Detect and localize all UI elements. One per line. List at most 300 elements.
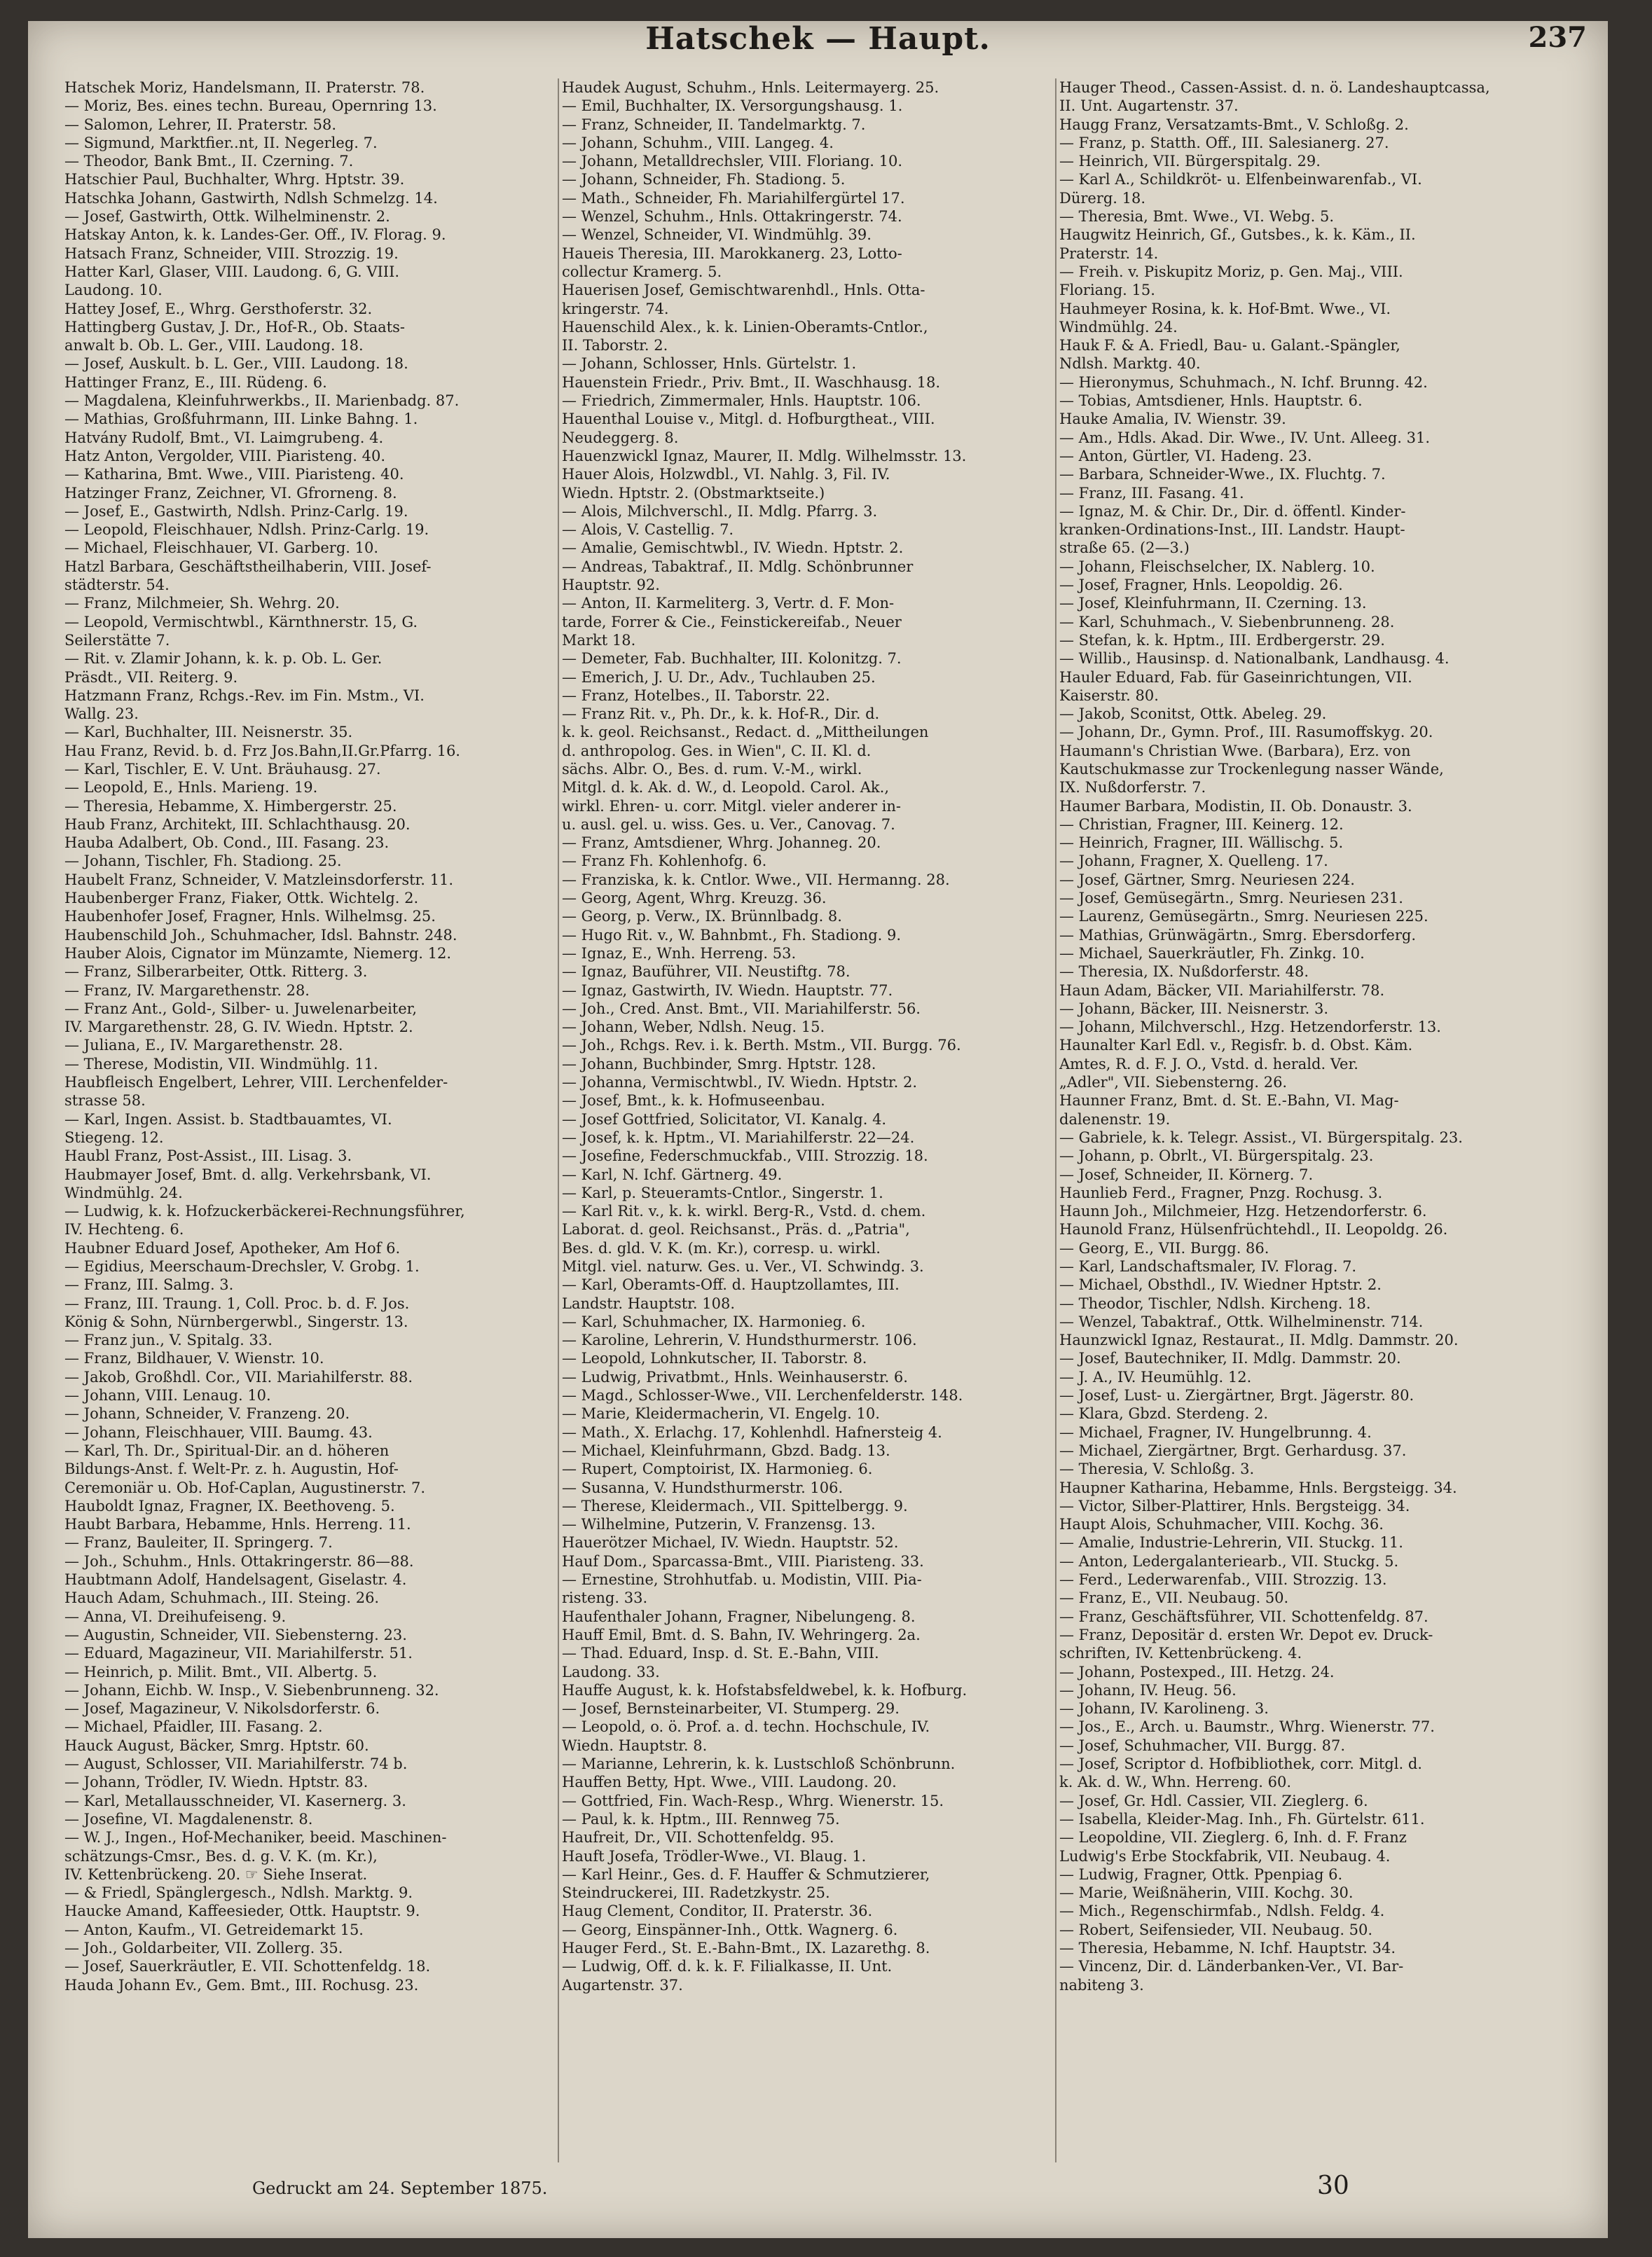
directory-entry-line: — Victor, Silber-Plattirer, Hnls. Bergsteigg. 34. bbox=[1059, 1497, 1410, 1514]
directory-entry-line: — Jakob, Sconitst, Ottk. Abeleg. 29. bbox=[1059, 705, 1327, 723]
directory-entry-line: — Josef, Fragner, Hnls. Leopoldig. 26. bbox=[1059, 577, 1343, 594]
directory-entry-line: — Josef, E., Gastwirth, Ndlsh. Prinz-Carlg. 19. bbox=[64, 502, 408, 520]
directory-entry-line: Haugwitz Heinrich, Gf., Gutsbes., k. k. Käm., II. bbox=[1059, 226, 1416, 244]
directory-entry-line: — Franziska, k. k. Cntlor. Wwe., VII. Hermanng. 28. bbox=[562, 871, 950, 888]
directory-entry-line: Hauba Adalbert, Ob. Cond., III. Fasang. 23. bbox=[64, 834, 390, 852]
directory-entry-line: strasse 58. bbox=[64, 1092, 146, 1110]
directory-entry-line: — Wilhelmine, Putzerin, V. Franzensg. 13. bbox=[562, 1516, 876, 1533]
directory-entry-line: — Anton, Kaufm., VI. Getreidemarkt 15. bbox=[64, 1921, 364, 1938]
directory-entry-line: — Johann, Fragner, X. Quelleng. 17. bbox=[1059, 853, 1328, 870]
directory-entry-line: Ludwig's Erbe Stockfabrik, VII. Neubaug. 4. bbox=[1059, 1847, 1391, 1865]
directory-entry-line: Haufenthaler Johann, Fragner, Nibelungeng. 8. bbox=[562, 1608, 916, 1625]
directory-entry-line: Hauck August, Bäcker, Smrg. Hptstr. 60. bbox=[64, 1737, 369, 1754]
directory-entry-line: Ceremoniär u. Ob. Hof-Caplan, Augustinerstr. 7. bbox=[64, 1479, 426, 1496]
directory-entry-line: — Emil, Buchhalter, IX. Versorgungshausg. 1. bbox=[562, 97, 903, 115]
directory-entry-line: — Marie, Weißnäherin, VIII. Kochg. 30. bbox=[1059, 1884, 1354, 1902]
directory-entry-line: — Ignaz, M. & Chir. Dr., Dir. d. öffentl. Kinder- bbox=[1059, 502, 1406, 520]
directory-entry-line: — Gottfried, Fin. Wach-Resp., Whrg. Wienerstr. 15. bbox=[562, 1792, 944, 1809]
directory-entry-line: Haunzwickl Ignaz, Restaurat., II. Mdlg. Dammstr. 20. bbox=[1059, 1332, 1459, 1349]
directory-entry-line: — Josef, Sauerkräutler, E. VII. Schottenfeldg. 18. bbox=[64, 1958, 431, 1975]
directory-entry-line: — Johann, Buchbinder, Smrg. Hptstr. 128. bbox=[562, 1055, 876, 1072]
directory-entry-line: — Franz, Milchmeier, Sh. Wehrg. 20. bbox=[64, 595, 340, 612]
directory-entry-line: — Franz, Schneider, II. Tandelmarktg. 7. bbox=[562, 116, 866, 133]
entry-columns bbox=[62, 78, 1554, 2162]
directory-entry-line: Haubner Eduard Josef, Apotheker, Am Hof 6. bbox=[64, 1239, 401, 1257]
directory-entry-line: — Georg, p. Verw., IX. Brünnlbadg. 8. bbox=[562, 908, 842, 925]
directory-entry-line: Präsdt., VII. Reiterg. 9. bbox=[64, 668, 238, 686]
directory-entry-line: dalenenstr. 19. bbox=[1059, 1110, 1171, 1128]
directory-entry-line: — Josef, Lust- u. Ziergärtner, Brgt. Jägerstr. 80. bbox=[1059, 1387, 1414, 1404]
directory-entry-line: — Michael, Obsthdl., IV. Wiedner Hptstr. 2. bbox=[1059, 1276, 1382, 1294]
directory-entry-line: Haucke Amand, Kaffeesieder, Ottk. Hauptstr. 9. bbox=[64, 1903, 420, 1920]
directory-entry-line: — Karl, Th. Dr., Spiritual-Dir. an d. höheren bbox=[64, 1442, 390, 1459]
directory-entry-line: Hatschier Paul, Buchhalter, Whrg. Hptstr. 39. bbox=[64, 171, 405, 188]
directory-entry-line: Haubenhofer Josef, Fragner, Hnls. Wilhelmsg. 25. bbox=[64, 908, 436, 925]
directory-entry-line: — Franz, III. Traung. 1, Coll. Proc. b. d. F. Jos. bbox=[64, 1295, 410, 1312]
directory-entry-line: — Am., Hdls. Akad. Dir. Wwe., IV. Unt. Alleeg. 31. bbox=[1059, 429, 1431, 446]
directory-entry-line: Hauhmeyer Rosina, k. k. Hof-Bmt. Wwe., VI. bbox=[1059, 300, 1391, 317]
directory-entry-line: — Magd., Schlosser-Wwe., VII. Lerchenfelderstr. 148. bbox=[562, 1387, 963, 1404]
directory-entry-line: — Mich., Regenschirmfab., Ndlsh. Feldg. 4. bbox=[1059, 1903, 1385, 1920]
directory-entry-line: — & Friedl, Spänglergesch., Ndlsh. Marktg. 9. bbox=[64, 1884, 413, 1902]
directory-entry-line: — Josef, Gr. Hdl. Cassier, VII. Zieglerg. 6. bbox=[1059, 1792, 1368, 1809]
directory-entry-line: — Franz, p. Statth. Off., III. Salesianerg. 27. bbox=[1059, 134, 1389, 151]
directory-entry-line: — Leopold, Vermischtwbl., Kärnthnerstr. 15, G. bbox=[64, 613, 418, 630]
directory-entry-line: Hatschka Johann, Gastwirth, Ndlsh Schmelzg. 14. bbox=[64, 189, 438, 207]
directory-entry-line: — Hieronymus, Schuhmach., N. Ichf. Brunng. 42. bbox=[1059, 373, 1428, 391]
directory-entry-line: — Wenzel, Tabaktraf., Ottk. Wilhelminenstr. 714. bbox=[1059, 1313, 1424, 1330]
directory-entry-line: — Karl, Oberamts-Off. d. Hauptzollamtes, III. bbox=[562, 1276, 900, 1294]
directory-entry-line: — Theresia, IX. Nußdorferstr. 48. bbox=[1059, 963, 1309, 981]
directory-entry-line: — Franz, Silberarbeiter, Ottk. Ritterg. 3. bbox=[64, 963, 368, 981]
directory-entry-line: Haubenschild Joh., Schuhmacher, Idsl. Bahnstr. 248. bbox=[64, 926, 457, 944]
directory-entry-line: — Thad. Eduard, Insp. d. St. E.-Bahn, VIII. bbox=[562, 1645, 879, 1662]
directory-entry-line: — Marianne, Lehrerin, k. k. Lustschloß Schönbrunn. bbox=[562, 1755, 956, 1773]
directory-entry-line: Haumer Barbara, Modistin, II. Ob. Donaustr. 3. bbox=[1059, 797, 1412, 815]
directory-entry-line: Haubtmann Adolf, Handelsagent, Giselastr. 4. bbox=[64, 1571, 407, 1589]
directory-entry-line: — Johann, VIII. Lenaug. 10. bbox=[64, 1387, 271, 1404]
directory-entry-line: — Franz, Bauleiter, II. Springerg. 7. bbox=[64, 1534, 333, 1552]
directory-entry-line: anwalt b. Ob. L. Ger., VIII. Laudong. 18. bbox=[64, 337, 364, 354]
directory-entry-line: Windmühlg. 24. bbox=[64, 1184, 183, 1201]
directory-entry-line: — Josef, Gastwirth, Ottk. Wilhelminenstr. 2. bbox=[64, 208, 390, 226]
directory-entry-line: — Rit. v. Zlamir Johann, k. k. p. Ob. L. Ger. bbox=[64, 650, 383, 668]
directory-entry-line: Hauer Alois, Holzwdbl., VI. Nahlg. 3, Fil. IV. bbox=[562, 466, 890, 483]
directory-entry-line: Hauler Eduard, Fab. für Gaseinrichtungen, VII. bbox=[1059, 668, 1412, 686]
directory-entry-line: — Alois, Milchverschl., II. Mdlg. Pfarrg. 3. bbox=[562, 502, 878, 520]
directory-entry-line: Hatsach Franz, Schneider, VIII. Strozzig. 19. bbox=[64, 244, 399, 262]
directory-entry-line: — J. A., IV. Heumühlg. 12. bbox=[1059, 1368, 1252, 1386]
directory-entry-line: — Joh., Schuhm., Hnls. Ottakringerstr. 86—88. bbox=[64, 1552, 414, 1570]
directory-entry-line: — Friedrich, Zimmermaler, Hnls. Hauptstr. 106. bbox=[562, 392, 921, 410]
directory-entry-line: Hatter Karl, Glaser, VIII. Laudong. 6, G. VIII. bbox=[64, 263, 400, 280]
directory-entry-line: sächs. Albr. O., Bes. d. rum. V.-M., wirkl. bbox=[562, 760, 862, 778]
directory-entry-line: — Johann, Fleischhauer, VIII. Baumg. 43. bbox=[64, 1423, 373, 1441]
directory-entry-line: — Eduard, Magazineur, VII. Mariahilferstr. 51. bbox=[64, 1645, 413, 1662]
directory-entry-line: Hauerisen Josef, Gemischtwarenhdl., Hnls. Otta- bbox=[562, 282, 925, 299]
directory-entry-line: — Jakob, Großhdl. Cor., VII. Mariahilferstr. 88. bbox=[64, 1368, 413, 1386]
directory-entry-line: — Johann, Tischler, Fh. Stadiong. 25. bbox=[64, 853, 342, 870]
directory-entry-line: — Franz jun., V. Spitalg. 33. bbox=[64, 1332, 273, 1349]
directory-entry-line: kringerstr. 74. bbox=[562, 300, 669, 317]
directory-entry-line: Haubenberger Franz, Fiaker, Ottk. Wichtelg. 2. bbox=[64, 890, 419, 907]
directory-entry-line: — Heinrich, VII. Bürgerspitalg. 29. bbox=[1059, 153, 1321, 170]
directory-entry-line: — Ernestine, Strohhutfab. u. Modistin, VIII. Pia- bbox=[562, 1571, 922, 1589]
directory-entry-line: — Karl, Buchhalter, III. Neisnerstr. 35. bbox=[64, 724, 353, 741]
directory-entry-line: — Karl, Tischler, E. V. Unt. Bräuhausg. 27. bbox=[64, 760, 381, 778]
directory-entry-line: Hauber Alois, Cignator im Münzamte, Niemerg. 12. bbox=[64, 944, 452, 962]
directory-entry-line: — Josefine, Federschmuckfab., VIII. Strozzig. 18. bbox=[562, 1147, 928, 1165]
directory-entry-line: Praterstr. 14. bbox=[1059, 244, 1159, 262]
directory-entry-line: — Susanna, V. Hundsthurmerstr. 106. bbox=[562, 1479, 844, 1496]
directory-entry-line: — Franz, E., VII. Neubaug. 50. bbox=[1059, 1589, 1289, 1607]
directory-entry-line: — Theresia, Hebamme, N. Ichf. Hauptstr. 34. bbox=[1059, 1939, 1396, 1956]
directory-entry-line: Augartenstr. 37. bbox=[562, 1976, 683, 1994]
directory-entry-line: — Georg, E., VII. Burgg. 86. bbox=[1059, 1239, 1269, 1257]
directory-entry-line: Hauch Adam, Schuhmach., III. Steing. 26. bbox=[64, 1589, 380, 1607]
directory-entry-line: — Josef, Bmt., k. k. Hofmuseenbau. bbox=[562, 1092, 825, 1110]
directory-entry-line: — Rupert, Comptoirist, IX. Harmonieg. 6. bbox=[562, 1461, 873, 1478]
directory-entry-line: — Demeter, Fab. Buchhalter, III. Kolonitzg. 7. bbox=[562, 650, 902, 668]
directory-entry-line: d. anthropolog. Ges. in Wien", C. II. Kl. d. bbox=[562, 742, 872, 759]
directory-entry-line: Hauenschild Alex., k. k. Linien-Oberamts-Cntlor., bbox=[562, 318, 928, 336]
directory-entry-line: Wiedn. Hptstr. 2. (Obstmarktseite.) bbox=[562, 484, 825, 502]
directory-entry-line: — Johanna, Vermischtwbl., IV. Wiedn. Hptstr. 2. bbox=[562, 1074, 918, 1091]
directory-entry-line: Hauenzwickl Ignaz, Maurer, II. Mdlg. Wilhelmsstr. 13. bbox=[562, 447, 967, 464]
directory-entry-line: — Michael, Fragner, IV. Hungelbrunng. 4. bbox=[1059, 1423, 1372, 1441]
directory-entry-line: — Salomon, Lehrer, II. Praterstr. 58. bbox=[64, 116, 337, 133]
directory-entry-line: Haunlieb Ferd., Fragner, Pnzg. Rochusg. 3. bbox=[1059, 1184, 1383, 1201]
directory-entry-line: — Josef, Gärtner, Smrg. Neuriesen 224. bbox=[1059, 871, 1355, 888]
directory-entry-line: — Karl Rit. v., k. k. wirkl. Berg-R., Vstd. d. chem. bbox=[562, 1203, 926, 1220]
directory-entry-line: — Johann, Schuhm., VIII. Langeg. 4. bbox=[562, 134, 834, 151]
directory-entry-line: Hauenthal Louise v., Mitgl. d. Hofburgtheat., VIII. bbox=[562, 410, 935, 428]
directory-entry-line: IX. Nußdorferstr. 7. bbox=[1059, 779, 1206, 796]
directory-entry-line: — W. J., Ingen., Hof-Mechaniker, beeid. Maschinen- bbox=[64, 1829, 447, 1847]
page-header bbox=[28, 21, 1608, 56]
directory-entry-line: wirkl. Ehren- u. corr. Mitgl. vieler anderer in- bbox=[562, 797, 902, 815]
directory-entry-line: — Christian, Fragner, III. Keinerg. 12. bbox=[1059, 815, 1344, 833]
directory-entry-line: Hauger Ferd., St. E.-Bahn-Bmt., IX. Lazarethg. 8. bbox=[562, 1939, 930, 1956]
directory-entry-line: — Egidius, Meerschaum-Drechsler, V. Grobg. 1. bbox=[64, 1258, 420, 1275]
directory-entry-line: — Karl, p. Steueramts-Cntlor., Singerstr. 1. bbox=[562, 1184, 883, 1201]
directory-entry-line: risteng. 33. bbox=[562, 1589, 648, 1607]
directory-entry-line: Hatskay Anton, k. k. Landes-Ger. Off., IV. Florag. 9. bbox=[64, 226, 446, 244]
directory-entry-line: Laborat. d. geol. Reichsanst., Präs. d. „Patria", bbox=[562, 1221, 910, 1238]
directory-entry-line: k. Ak. d. W., Whn. Herreng. 60. bbox=[1059, 1774, 1291, 1791]
running-title: Hatschek — Haupt. bbox=[645, 21, 991, 57]
directory-entry-line: — Georg, Einspänner-Inh., Ottk. Wagnerg. 6. bbox=[562, 1921, 898, 1938]
directory-entry-line: Laudong. 10. bbox=[64, 282, 163, 299]
directory-entry-line: Haufreit, Dr., VII. Schottenfeldg. 95. bbox=[562, 1829, 834, 1847]
directory-entry-line: — Karl, Schuhmacher, IX. Harmonieg. 6. bbox=[562, 1313, 866, 1330]
directory-entry-line: Markt 18. bbox=[562, 631, 636, 649]
directory-entry-line: Hauffe August, k. k. Hofstabsfeldwebel, k. k. Hofburg. bbox=[562, 1681, 968, 1699]
directory-entry-line: — Moriz, Bes. eines techn. Bureau, Opernring 13. bbox=[64, 97, 437, 115]
directory-entry-line: — Franz, Geschäftsführer, VII. Schottenfeldg. 87. bbox=[1059, 1608, 1429, 1625]
directory-entry-line: — Emerich, J. U. Dr., Adv., Tuchlauben 25. bbox=[562, 668, 876, 686]
page-number: 237 bbox=[1528, 21, 1587, 54]
column-right bbox=[1056, 78, 1554, 2162]
directory-entry-line: — Leopold, o. ö. Prof. a. d. techn. Hochschule, IV. bbox=[562, 1718, 930, 1736]
directory-entry-line: — Theodor, Tischler, Ndlsh. Kircheng. 18. bbox=[1059, 1295, 1371, 1312]
directory-entry-line: — Johann, p. Obrlt., VI. Bürgerspitalg. 23. bbox=[1059, 1147, 1374, 1165]
directory-entry-line: — Karl, Metallausschneider, VI. Kasernerg. 3. bbox=[64, 1792, 406, 1809]
directory-entry-line: — Laurenz, Gemüsegärtn., Smrg. Neuriesen 225. bbox=[1059, 908, 1429, 925]
directory-entry-line: — Josefine, VI. Magdalenenstr. 8. bbox=[64, 1810, 313, 1828]
directory-entry-line: — Robert, Seifensieder, VII. Neubaug. 50. bbox=[1059, 1921, 1373, 1938]
directory-entry-line: — Gabriele, k. k. Telegr. Assist., VI. Bürgerspitalg. 23. bbox=[1059, 1128, 1463, 1146]
directory-entry-line: Amtes, R. d. F. J. O., Vstd. d. herald. Ver. bbox=[1059, 1055, 1358, 1072]
directory-entry-line: — Alois, V. Castellig. 7. bbox=[562, 521, 734, 539]
directory-entry-line: nabiteng 3. bbox=[1059, 1976, 1144, 1994]
directory-entry-line: — Joh., Goldarbeiter, VII. Zollerg. 35. bbox=[64, 1939, 343, 1956]
directory-entry-line: k. k. geol. Reichsanst., Redact. d. „Mittheilungen bbox=[562, 724, 929, 741]
directory-entry-line: Haubl Franz, Post-Assist., III. Lisag. 3. bbox=[64, 1147, 352, 1165]
directory-entry-line: Hatz Anton, Vergolder, VIII. Piaristeng. 40. bbox=[64, 447, 386, 464]
directory-entry-line: — Johann, Eichb. W. Insp., V. Siebenbrunneng. 32. bbox=[64, 1681, 439, 1699]
directory-entry-line: — Ignaz, E., Wnh. Herreng. 53. bbox=[562, 944, 797, 962]
directory-entry-line: — Leopold, Fleischhauer, Ndlsh. Prinz-Carlg. 19. bbox=[64, 521, 429, 539]
directory-entry-line: Haupner Katharina, Hebamme, Hnls. Bergsteigg. 34. bbox=[1059, 1479, 1457, 1496]
directory-entry-line: Hattingberg Gustav, J. Dr., Hof-R., Ob. Staats- bbox=[64, 318, 406, 336]
directory-entry-line: — Josef, Schuhmacher, VII. Burgg. 87. bbox=[1059, 1737, 1346, 1754]
directory-entry-line: — Leopold, Lohnkutscher, II. Taborstr. 8. bbox=[562, 1350, 867, 1367]
directory-entry-line: — Johann, Fleischselcher, IX. Nablerg. 10. bbox=[1059, 558, 1375, 575]
directory-entry-line: — Johann, Milchverschl., Hzg. Hetzendorferstr. 13. bbox=[1059, 1019, 1441, 1036]
directory-entry-line: — Michael, Pfaidler, III. Fasang. 2. bbox=[64, 1718, 323, 1736]
directory-entry-line: Kaiserstr. 80. bbox=[1059, 686, 1159, 704]
directory-entry-line: — Mathias, Großfuhrmann, III. Linke Bahng. 1. bbox=[64, 410, 418, 428]
directory-entry-line: — Josef, k. k. Hptm., VI. Mariahilferstr. 22—24. bbox=[562, 1128, 915, 1146]
directory-entry-line: Bes. d. gld. V. K. (m. Kr.), corresp. u. wirkl. bbox=[562, 1239, 881, 1257]
directory-entry-line: — Ferd., Lederwarenfab., VIII. Strozzig. 13. bbox=[1059, 1571, 1387, 1589]
directory-entry-line: schätzungs-Cmsr., Bes. d. g. V. K. (m. Kr.), bbox=[64, 1847, 378, 1865]
directory-entry-line: — Karl, Schuhmach., V. Siebenbrunneng. 28. bbox=[1059, 613, 1395, 630]
directory-entry-line: Hauenstein Friedr., Priv. Bmt., II. Waschhausg. 18. bbox=[562, 373, 941, 391]
directory-entry-line: II. Taborstr. 2. bbox=[562, 337, 668, 354]
directory-entry-line: — Isabella, Kleider-Mag. Inh., Fh. Gürtelstr. 611. bbox=[1059, 1810, 1425, 1828]
directory-entry-line: Hauerötzer Michael, IV. Wiedn. Hauptstr. 52. bbox=[562, 1534, 899, 1552]
directory-entry-line: — Wenzel, Schneider, VI. Windmühlg. 39. bbox=[562, 226, 872, 244]
directory-entry-line: — Johann, Dr., Gymn. Prof., III. Rasumoffskyg. 20. bbox=[1059, 724, 1433, 741]
directory-entry-line: Haubmayer Josef, Bmt. d. allg. Verkehrsbank, VI. bbox=[64, 1166, 432, 1183]
directory-entry-line: — Theodor, Bank Bmt., II. Czerning. 7. bbox=[64, 153, 354, 170]
directory-entry-line: — Math., Schneider, Fh. Mariahilfergürtel 17. bbox=[562, 189, 905, 207]
directory-entry-line: — Leopold, E., Hnls. Marieng. 19. bbox=[64, 779, 318, 796]
directory-entry-line: — Therese, Modistin, VII. Windmühlg. 11. bbox=[64, 1055, 378, 1072]
directory-entry-line: — Johann, Schneider, V. Franzeng. 20. bbox=[64, 1405, 350, 1423]
directory-entry-line: Dürerg. 18. bbox=[1059, 189, 1146, 207]
directory-entry-line: — Karl, Landschaftsmaler, IV. Florag. 7. bbox=[1059, 1258, 1357, 1275]
directory-entry-line: — Johann, Bäcker, III. Neisnerstr. 3. bbox=[1059, 1000, 1328, 1017]
directory-page bbox=[28, 21, 1608, 2238]
directory-entry-line: Haub Franz, Architekt, III. Schlachthausg. 20. bbox=[64, 815, 411, 833]
directory-entry-line: — Juliana, E., IV. Margarethenstr. 28. bbox=[64, 1037, 343, 1054]
directory-entry-line: Haunold Franz, Hülsenfrüchtehdl., II. Leopoldg. 26. bbox=[1059, 1221, 1448, 1238]
directory-entry-line: — Amalie, Industrie-Lehrerin, VII. Stuckg. 11. bbox=[1059, 1534, 1403, 1552]
directory-entry-line: — Theresia, V. Schloßg. 3. bbox=[1059, 1461, 1255, 1478]
directory-entry-line: Haugg Franz, Versatzamts-Bmt., V. Schloßg. 2. bbox=[1059, 116, 1409, 133]
directory-entry-line: — Ignaz, Gastwirth, IV. Wiedn. Hauptstr. 77. bbox=[562, 981, 893, 999]
directory-entry-line: Hatzl Barbara, Geschäftstheilhaberin, VIII. Josef- bbox=[64, 558, 432, 575]
directory-entry-line: — Michael, Ziergärtner, Brgt. Gerhardusg. 37. bbox=[1059, 1442, 1407, 1459]
directory-entry-line: — Michael, Fleischhauer, VI. Garberg. 10. bbox=[64, 539, 379, 557]
directory-entry-line: Wiedn. Hauptstr. 8. bbox=[562, 1737, 708, 1754]
directory-entry-line: — Karl, Ingen. Assist. b. Stadtbauamtes, VI. bbox=[64, 1110, 392, 1128]
directory-entry-line: — Ludwig, Privatbmt., Hnls. Weinhauserstr. 6. bbox=[562, 1368, 908, 1386]
directory-entry-line: — Johann, Weber, Ndlsh. Neug. 15. bbox=[562, 1019, 825, 1036]
directory-entry-line: Hauffen Betty, Hpt. Wwe., VIII. Laudong. 20. bbox=[562, 1774, 897, 1791]
directory-entry-line: Hattey Josef, E., Whrg. Gersthoferstr. 32. bbox=[64, 300, 373, 317]
directory-entry-line: Haun Adam, Bäcker, VII. Mariahilferstr. 78. bbox=[1059, 981, 1385, 999]
directory-entry-line: Seilerstätte 7. bbox=[64, 631, 170, 649]
directory-entry-line: Hauboldt Ignaz, Fragner, IX. Beethoveng. 5. bbox=[64, 1497, 395, 1514]
directory-entry-line: — Johann, IV. Heug. 56. bbox=[1059, 1681, 1237, 1699]
directory-entry-line: — Stefan, k. k. Hptm., III. Erdbergerstr. 29. bbox=[1059, 631, 1385, 649]
directory-entry-line: Haubfleisch Engelbert, Lehrer, VIII. Lerchenfelder- bbox=[64, 1074, 448, 1091]
directory-entry-line: Hauft Josefa, Trödler-Wwe., VI. Blaug. 1. bbox=[562, 1847, 867, 1865]
directory-entry-line: — Willib., Hausinsp. d. Nationalbank, Landhausg. 4. bbox=[1059, 650, 1450, 668]
directory-entry-line: schriften, IV. Kettenbrückeng. 4. bbox=[1059, 1645, 1302, 1662]
directory-entry-line: — Johann, Schneider, Fh. Stadiong. 5. bbox=[562, 171, 846, 188]
directory-entry-line: Hatvány Rudolf, Bmt., VI. Laimgrubeng. 4. bbox=[64, 429, 384, 446]
directory-entry-line: — Johann, IV. Karolineng. 3. bbox=[1059, 1700, 1269, 1718]
directory-entry-line: — Ludwig, Off. d. k. k. F. Filialkasse, II. Unt. bbox=[562, 1958, 893, 1975]
directory-entry-line: — Michael, Sauerkräutler, Fh. Zinkg. 10. bbox=[1059, 944, 1365, 962]
directory-entry-line: Hauda Johann Ev., Gem. Bmt., III. Rochusg. 23. bbox=[64, 1976, 419, 1994]
directory-entry-line: — Katharina, Bmt. Wwe., VIII. Piaristeng. 40. bbox=[64, 466, 404, 483]
directory-entry-line: — Franz, Amtsdiener, Whrg. Johanneg. 20. bbox=[562, 834, 881, 852]
directory-entry-line: — Franz Ant., Gold-, Silber- u. Juwelenarbeiter, bbox=[64, 1000, 418, 1017]
directory-entry-line: — Vincenz, Dir. d. Länderbanken-Ver., VI. Bar- bbox=[1059, 1958, 1404, 1975]
directory-entry-line: — Franz, Hotelbes., II. Taborstr. 22. bbox=[562, 686, 830, 704]
directory-entry-line: — Amalie, Gemischtwbl., IV. Wiedn. Hptstr. 2. bbox=[562, 539, 904, 557]
directory-entry-line: Kautschukmasse zur Trockenlegung nasser Wände, bbox=[1059, 760, 1444, 778]
directory-entry-line: IV. Hechteng. 6. bbox=[64, 1221, 184, 1238]
directory-entry-line: Haueis Theresia, III. Marokkanerg. 23, Lotto- bbox=[562, 244, 902, 262]
print-date: Gedruckt am 24. September 1875. bbox=[252, 2179, 548, 2198]
directory-entry-line: — Franz, III. Fasang. 41. bbox=[1059, 484, 1244, 502]
directory-entry-line: — Freih. v. Piskupitz Moriz, p. Gen. Maj., VIII. bbox=[1059, 263, 1403, 280]
column-middle bbox=[559, 78, 1056, 2162]
directory-entry-line: „Adler", VII. Siebensterng. 26. bbox=[1059, 1074, 1288, 1091]
directory-entry-line: — Josef, Auskult. b. L. Ger., VIII. Laudong. 18. bbox=[64, 355, 408, 373]
directory-entry-line: — Barbara, Schneider-Wwe., IX. Fluchtg. 7. bbox=[1059, 466, 1386, 483]
directory-entry-line: Hatschek Moriz, Handelsmann, II. Praterstr. 78. bbox=[64, 79, 425, 96]
directory-entry-line: Hauk F. & A. Friedl, Bau- u. Galant.-Spängler, bbox=[1059, 337, 1400, 354]
directory-entry-line: Haunner Franz, Bmt. d. St. E.-Bahn, VI. Mag- bbox=[1059, 1092, 1399, 1110]
directory-entry-line: Bildungs-Anst. f. Welt-Pr. z. h. Augustin, Hof- bbox=[64, 1461, 399, 1478]
directory-entry-line: — Joh., Rchgs. Rev. i. k. Berth. Mstm., VII. Burgg. 76. bbox=[562, 1037, 961, 1054]
directory-entry-line: — Klara, Gbzd. Sterdeng. 2. bbox=[1059, 1405, 1269, 1423]
directory-entry-line: — Karl Heinr., Ges. d. F. Hauffer & Schmutzierer, bbox=[562, 1865, 930, 1883]
directory-entry-line: — Josef, Scriptor d. Hofbibliothek, corr. Mitgl. d. bbox=[1059, 1755, 1422, 1773]
directory-entry-line: straße 65. (2—3.) bbox=[1059, 539, 1190, 557]
directory-entry-line: — Heinrich, p. Milit. Bmt., VII. Albertg. 5. bbox=[64, 1663, 378, 1680]
directory-entry-line: — Josef, Gemüsegärtn., Smrg. Neuriesen 231. bbox=[1059, 890, 1403, 907]
sheet-number: 30 bbox=[1317, 2172, 1349, 2200]
directory-entry-line: — Wenzel, Schuhm., Hnls. Ottakringerstr. 74. bbox=[562, 208, 902, 226]
directory-entry-line: Mitgl. viel. naturw. Ges. u. Ver., VI. Schwindg. 3. bbox=[562, 1258, 924, 1275]
directory-entry-line: — Josef, Magazineur, V. Nikolsdorferstr. 6. bbox=[64, 1700, 380, 1718]
directory-entry-line: — Johann, Schlosser, Hnls. Gürtelstr. 1. bbox=[562, 355, 857, 373]
directory-entry-line: u. ausl. gel. u. wiss. Ges. u. Ver., Canovag. 7. bbox=[562, 815, 895, 833]
directory-entry-line: IV. Margarethenstr. 28, G. IV. Wiedn. Hptstr. 2. bbox=[64, 1019, 413, 1036]
directory-entry-line: Hauptstr. 92. bbox=[562, 577, 660, 594]
directory-entry-line: — Math., X. Erlachg. 17, Kohlenhdl. Hafnersteig 4. bbox=[562, 1423, 942, 1441]
directory-entry-line: Hauff Emil, Bmt. d. S. Bahn, IV. Wehringerg. 2a. bbox=[562, 1626, 921, 1643]
directory-entry-line: — Marie, Kleidermacherin, VI. Engelg. 10. bbox=[562, 1405, 880, 1423]
directory-entry-line: — Jos., E., Arch. u. Baumstr., Whrg. Wienerstr. 77. bbox=[1059, 1718, 1435, 1736]
directory-entry-line: tarde, Forrer & Cie., Feinstickereifab., Neuer bbox=[562, 613, 902, 630]
directory-entry-line: Haug Clement, Conditor, II. Praterstr. 36. bbox=[562, 1903, 873, 1920]
directory-entry-line: — Anton, II. Karmeliterg. 3, Vertr. d. F. Mon- bbox=[562, 595, 895, 612]
directory-entry-line: Haunalter Karl Edl. v., Regisfr. b. d. Obst. Käm. bbox=[1059, 1037, 1413, 1054]
directory-entry-line: Ndlsh. Marktg. 40. bbox=[1059, 355, 1201, 373]
directory-entry-line: Laudong. 33. bbox=[562, 1663, 660, 1680]
directory-entry-line: König & Sohn, Nürnbergerwbl., Singerstr. 13. bbox=[64, 1313, 408, 1330]
directory-entry-line: Hauger Theod., Cassen-Assist. d. n. ö. Landeshauptcassa, bbox=[1059, 79, 1490, 96]
directory-entry-line: collectur Kramerg. 5. bbox=[562, 263, 722, 280]
directory-entry-line: Mitgl. d. k. Ak. d. W., d. Leopold. Carol. Ak., bbox=[562, 779, 889, 796]
directory-entry-line: — Josef Gottfried, Solicitator, VI. Kanalg. 4. bbox=[562, 1110, 887, 1128]
directory-entry-line: städterstr. 54. bbox=[64, 577, 170, 594]
directory-entry-line: — Karl, N. Ichf. Gärtnerg. 49. bbox=[562, 1166, 783, 1183]
directory-entry-line: Haunn Joh., Milchmeier, Hzg. Hetzendorferstr. 6. bbox=[1059, 1203, 1427, 1220]
directory-entry-line: — Tobias, Amtsdiener, Hnls. Hauptstr. 6. bbox=[1059, 392, 1363, 410]
directory-entry-line: Floriang. 15. bbox=[1059, 282, 1155, 299]
directory-entry-line: — Josef, Kleinfuhrmann, II. Czerning. 13. bbox=[1059, 595, 1367, 612]
directory-entry-line: Hau Franz, Revid. b. d. Frz Jos.Bahn,II.Gr.Pfarrg. 16. bbox=[64, 742, 460, 759]
directory-entry-line: — Andreas, Tabaktraf., II. Mdlg. Schönbrunner bbox=[562, 558, 914, 575]
directory-entry-line: — Franz, Depositär d. ersten Wr. Depot ev. Druck- bbox=[1059, 1626, 1433, 1643]
directory-entry-line: — Theresia, Hebamme, X. Himbergerstr. 25. bbox=[64, 797, 397, 815]
directory-entry-line: — Ludwig, Fragner, Ottk. Ppenpiag 6. bbox=[1059, 1865, 1343, 1883]
directory-entry-line: — Therese, Kleidermach., VII. Spittelbergg. 9. bbox=[562, 1497, 908, 1514]
directory-entry-line: — Hugo Rit. v., W. Bahnbmt., Fh. Stadiong. 9. bbox=[562, 926, 902, 944]
directory-entry-line: — Sigmund, Marktfier..nt, II. Negerleg. 7. bbox=[64, 134, 378, 151]
directory-entry-line: — Franz Fh. Kohlenhofg. 6. bbox=[562, 853, 767, 870]
directory-entry-line: Haudek August, Schuhm., Hnls. Leitermayerg. 25. bbox=[562, 79, 939, 96]
directory-entry-line: Haumann's Christian Wwe. (Barbara), Erz. von bbox=[1059, 742, 1411, 759]
column-left bbox=[62, 78, 559, 2162]
directory-entry-line: Steindruckerei, III. Radetzkystr. 25. bbox=[562, 1884, 830, 1902]
directory-entry-line: IV. Kettenbrückeng. 20. ☞ Siehe Inserat. bbox=[64, 1865, 368, 1883]
directory-entry-line: Neudeggerg. 8. bbox=[562, 429, 679, 446]
directory-entry-line: Haupt Alois, Schuhmacher, VIII. Kochg. 36. bbox=[1059, 1516, 1384, 1533]
directory-entry-line: — Georg, Agent, Whrg. Kreuzg. 36. bbox=[562, 890, 827, 907]
directory-entry-line: Hatzmann Franz, Rchgs.-Rev. im Fin. Mstm., VI. bbox=[64, 686, 425, 704]
directory-entry-line: — Heinrich, Fragner, III. Wällischg. 5. bbox=[1059, 834, 1344, 852]
directory-entry-line: — Josef, Schneider, II. Körnerg. 7. bbox=[1059, 1166, 1314, 1183]
directory-entry-line: Stiegeng. 12. bbox=[64, 1128, 164, 1146]
directory-entry-line: kranken-Ordinations-Inst., III. Landstr. Haupt- bbox=[1059, 521, 1405, 539]
directory-entry-line: — Franz Rit. v., Ph. Dr., k. k. Hof-R., Dir. d. bbox=[562, 705, 880, 723]
directory-entry-line: — Karl A., Schildkröt- u. Elfenbeinwarenfab., VI. bbox=[1059, 171, 1422, 188]
directory-entry-line: — August, Schlosser, VII. Mariahilferstr. 74 b. bbox=[64, 1755, 408, 1773]
directory-entry-line: — Johann, Trödler, IV. Wiedn. Hptstr. 83. bbox=[64, 1774, 369, 1791]
directory-entry-line: — Ignaz, Bauführer, VII. Neustiftg. 78. bbox=[562, 963, 851, 981]
directory-entry-line: — Mathias, Grünwägärtn., Smrg. Ebersdorferg. bbox=[1059, 926, 1417, 944]
directory-entry-line: — Franz, IV. Margarethenstr. 28. bbox=[64, 981, 310, 999]
directory-entry-line: — Michael, Kleinfuhrmann, Gbzd. Badg. 13. bbox=[562, 1442, 890, 1459]
directory-entry-line: — Franz, III. Salmg. 3. bbox=[64, 1276, 234, 1294]
directory-entry-line: — Anton, Ledergalanteriearb., VII. Stuckg. 5. bbox=[1059, 1552, 1399, 1570]
directory-entry-line: Hatzinger Franz, Zeichner, VI. Gfrorneng. 8. bbox=[64, 484, 397, 502]
directory-entry-line: Haubt Barbara, Hebamme, Hnls. Herreng. 11. bbox=[64, 1516, 411, 1533]
directory-entry-line: — Joh., Cred. Anst. Bmt., VII. Mariahilferstr. 56. bbox=[562, 1000, 921, 1017]
